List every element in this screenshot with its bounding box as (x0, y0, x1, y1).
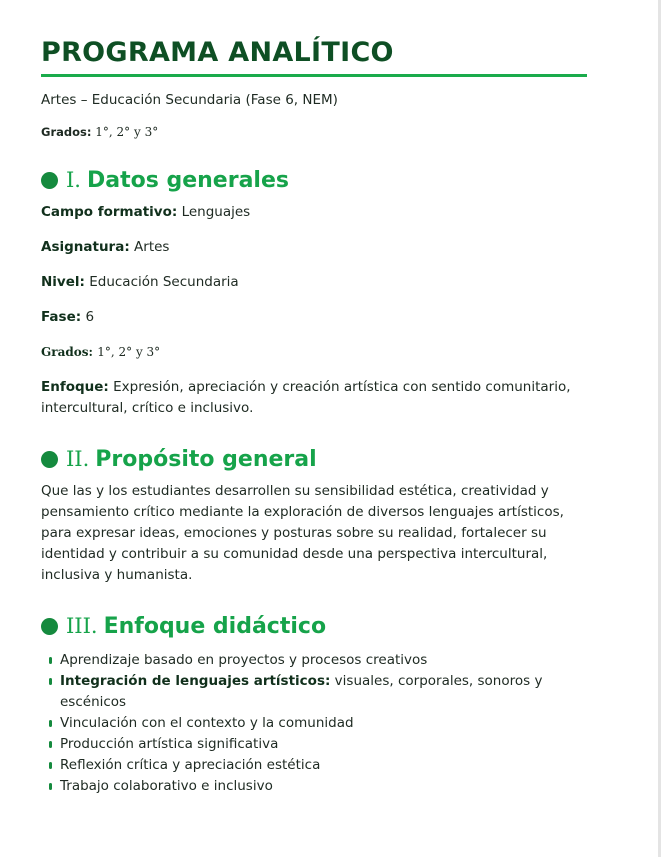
document-subtitle: Artes – Educación Secundaria (Fase 6, NEM) (41, 92, 338, 108)
list-item-text: visuales, corporales, sonoros y escénicos (60, 673, 543, 710)
field-value: 1°, 2° y 3° (97, 345, 161, 359)
section-title: Propósito general (95, 446, 317, 472)
list-bullet-icon (49, 741, 52, 748)
grados-label: Grados: (41, 125, 92, 139)
list-item (41, 671, 586, 713)
grados-line (41, 124, 586, 140)
field-value: Expresión, apreciación y creación artística con sentido comunitario, intercultural, crítico e inclusivo. (41, 379, 571, 416)
section-number: III. (66, 614, 98, 638)
section-title: Enfoque didáctico (103, 613, 327, 639)
grados-value: 1°, 2° y 3° (95, 125, 159, 139)
section-heading-enfoque-didactico (41, 611, 586, 641)
list-item (41, 755, 586, 776)
bullet-dot-icon (41, 618, 58, 635)
list-item-text: Vinculación con el contexto y la comunidad (60, 715, 354, 731)
list-item (41, 734, 586, 755)
field-grados (41, 342, 586, 363)
field-nivel (41, 272, 586, 293)
list-item (41, 713, 586, 734)
field-label: Asignatura: (41, 239, 130, 255)
list-bullet-icon (49, 657, 52, 664)
list-item-text: Trabajo colaborativo e inclusivo (60, 778, 273, 794)
field-value: 6 (85, 309, 95, 325)
document-page (41, 36, 586, 797)
proposito-paragraph: Que las y los estudiantes desarrollen su sensibilidad estética, creatividad y pensamiento crítico mediante la exploración de diversos lenguajes artísticos, para expresar ideas, emociones y posturas sobre su realidad, fortalecer su identidad y contribuir a su comunidad desde una perspectiva intercultural, inclusiva y humanista. (41, 483, 564, 583)
list-item (41, 650, 586, 671)
section-heading-datos-generales (41, 165, 586, 195)
field-value: Educación Secundaria (89, 274, 239, 290)
field-label: Campo formativo: (41, 204, 178, 220)
field-value: Artes (134, 239, 170, 255)
field-enfoque (41, 377, 586, 419)
list-item-bold: Integración de lenguajes artísticos: (60, 673, 331, 689)
field-label: Fase: (41, 309, 82, 325)
field-asignatura (41, 237, 586, 258)
title-underline (41, 74, 587, 77)
list-item-text: Reflexión crítica y apreciación estética (60, 757, 321, 773)
field-fase (41, 307, 586, 328)
enfoque-list (41, 650, 586, 797)
section-title: Datos generales (86, 167, 289, 193)
list-bullet-icon (49, 720, 52, 727)
field-value: Lenguajes (181, 204, 251, 220)
list-bullet-icon (49, 678, 52, 685)
field-campo-formativo (41, 202, 586, 223)
list-item (41, 776, 586, 797)
section-number: I. (66, 168, 81, 192)
list-item-text: Producción artística significativa (60, 736, 279, 752)
field-label: Nivel: (41, 274, 85, 290)
field-label: Grados: (41, 345, 93, 359)
field-label: Enfoque: (41, 379, 109, 395)
list-item-text: Aprendizaje basado en proyectos y procesos creativos (60, 652, 428, 668)
document-title: PROGRAMA ANALÍTICO (41, 37, 394, 68)
bullet-dot-icon (41, 172, 58, 189)
list-bullet-icon (49, 783, 52, 790)
list-bullet-icon (49, 762, 52, 769)
section-heading-proposito-general (41, 444, 586, 474)
section-number: II. (66, 447, 90, 471)
bullet-dot-icon (41, 451, 58, 468)
